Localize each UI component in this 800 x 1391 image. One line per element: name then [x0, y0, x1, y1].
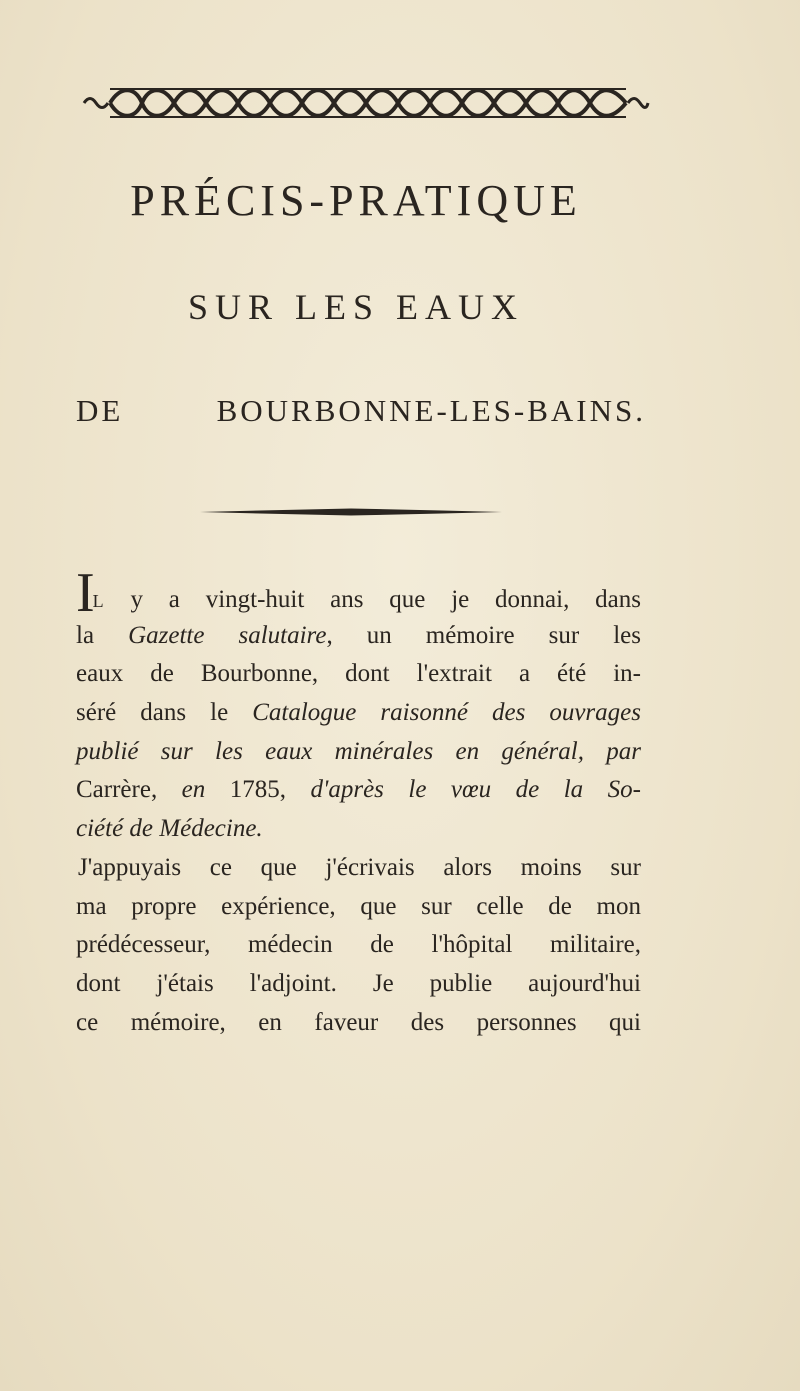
text-line: ce mémoire, en faveur des personnes qui	[76, 1008, 641, 1036]
body-text	[76, 562, 641, 1042]
title-line-1: PRÉCIS-PRATIQUE	[130, 176, 582, 225]
text-line: J'appuyais ce que j'écrivais alors moins sur	[78, 853, 641, 881]
title-line-3: DE BOURBONNE-LES-BAINS.	[76, 393, 646, 428]
text-line: la Gazette salutaire, un mémoire sur les	[76, 621, 641, 649]
text-line: IL y a vingt-huit ans que je donnai, dans	[76, 562, 641, 624]
decorative-headpiece	[80, 82, 650, 124]
text-line: Carrère, en 1785, d'après le vœu de la So-	[76, 776, 641, 804]
text-line: ma propre expérience, que sur celle de mon	[76, 892, 641, 920]
text-line: prédécesseur, médecin de l'hôpital militaire,	[76, 931, 641, 959]
text-line: eaux de Bourbonne, dont l'extrait a été in-	[76, 660, 641, 688]
drop-cap: I	[76, 562, 93, 624]
ornamental-rule	[200, 508, 502, 516]
text-line: ciété de Médecine.	[76, 815, 263, 843]
text-line: séré dans le Catalogue raisonné des ouvrages	[76, 699, 641, 727]
text-line: publié sur les eaux minérales en général, par	[76, 737, 641, 765]
text-line: dont j'étais l'adjoint. Je publie aujourd'hui	[76, 969, 641, 997]
title-line-2: SUR LES EAUX	[187, 287, 525, 327]
italic-title: Gazette salutaire	[128, 621, 327, 649]
